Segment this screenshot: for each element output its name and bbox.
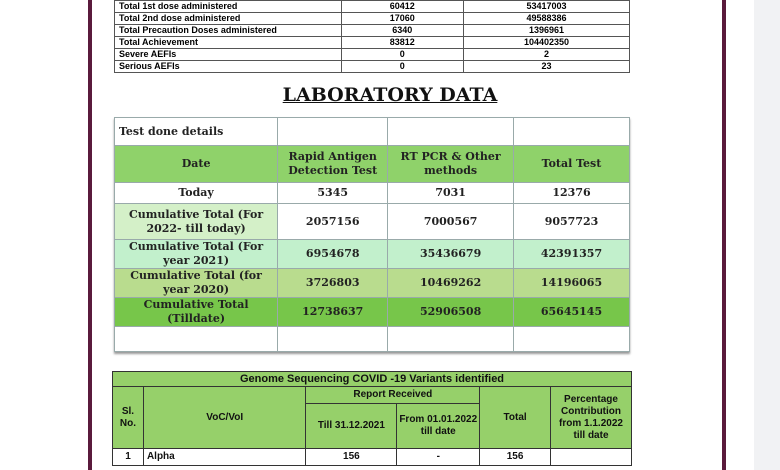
total-value: 42391357 bbox=[514, 240, 630, 269]
left-gutter bbox=[0, 0, 88, 470]
table-row bbox=[115, 49, 630, 61]
lab-data-table bbox=[114, 117, 630, 352]
genome-title: Genome Sequencing COVID -19 Variants identified bbox=[113, 372, 632, 387]
table-row bbox=[115, 204, 630, 240]
cumulative-value: 49588386 bbox=[464, 13, 630, 25]
rapid-value: 12738637 bbox=[278, 298, 388, 327]
header-sl-no: Sl. No. bbox=[113, 387, 144, 449]
row-label: Total Precaution Doses administered bbox=[115, 25, 342, 37]
empty-cell bbox=[115, 327, 278, 352]
row-label: Severe AEFIs bbox=[115, 49, 342, 61]
empty-cell bbox=[388, 118, 514, 146]
row-label: Cumulative Total (For 2022- till today) bbox=[115, 204, 278, 240]
header-date: Date bbox=[115, 146, 278, 183]
till-value: 156 bbox=[306, 449, 397, 466]
rtpcr-value: 52906508 bbox=[388, 298, 514, 327]
table-row bbox=[115, 37, 630, 49]
table-row bbox=[115, 118, 630, 146]
total-value: 9057723 bbox=[514, 204, 630, 240]
rapid-value: 2057156 bbox=[278, 204, 388, 240]
rapid-value: 6954678 bbox=[278, 240, 388, 269]
header-total-test: Total Test bbox=[514, 146, 630, 183]
vaccination-table bbox=[114, 0, 630, 73]
today-value: 0 bbox=[341, 49, 464, 61]
table-row bbox=[115, 1, 630, 13]
today-value: 83812 bbox=[341, 37, 464, 49]
row-label: Serious AEFIs bbox=[115, 61, 342, 73]
table-row bbox=[113, 449, 632, 466]
table-row bbox=[115, 298, 630, 327]
genome-sequencing-table bbox=[112, 371, 632, 466]
header-total: Total bbox=[480, 387, 551, 449]
table-row bbox=[115, 13, 630, 25]
row-label: Cumulative Total (for year 2020) bbox=[115, 269, 278, 298]
header-rtpcr: RT PCR & Other methods bbox=[388, 146, 514, 183]
right-margin bbox=[726, 0, 754, 470]
table-row bbox=[115, 25, 630, 37]
cumulative-value: 53417003 bbox=[464, 1, 630, 13]
rtpcr-value: 35436679 bbox=[388, 240, 514, 269]
empty-cell bbox=[388, 327, 514, 352]
table-row bbox=[115, 269, 630, 298]
lab-heading-text: LABORATORY DATA bbox=[282, 84, 498, 106]
table-row bbox=[115, 240, 630, 269]
sl-value: 1 bbox=[113, 449, 144, 466]
details-label: Test done details bbox=[115, 118, 278, 146]
lab-section-heading bbox=[0, 84, 780, 106]
header-report-received: Report Received bbox=[306, 387, 480, 404]
row-label: Total 2nd dose administered bbox=[115, 13, 342, 25]
row-label: Cumulative Total (For year 2021) bbox=[115, 240, 278, 269]
today-value: 6340 bbox=[341, 25, 464, 37]
header-percentage: Percentage Contribution from 1.1.2022 till date bbox=[551, 387, 632, 449]
cumulative-value: 1396961 bbox=[464, 25, 630, 37]
rtpcr-value: 7031 bbox=[388, 183, 514, 204]
header-voc-voi: VoC/VoI bbox=[143, 387, 306, 449]
table-title-row bbox=[113, 372, 632, 387]
row-label: Today bbox=[115, 183, 278, 204]
row-label: Total Achievement bbox=[115, 37, 342, 49]
row-label: Total 1st dose administered bbox=[115, 1, 342, 13]
percentage-value bbox=[551, 449, 632, 466]
cumulative-value: 2 bbox=[464, 49, 630, 61]
table-row bbox=[115, 183, 630, 204]
table-row bbox=[115, 61, 630, 73]
empty-cell bbox=[278, 118, 388, 146]
today-value: 0 bbox=[341, 61, 464, 73]
empty-cell bbox=[514, 327, 630, 352]
row-label: Cumulative Total (Tilldate) bbox=[115, 298, 278, 327]
today-value: 60412 bbox=[341, 1, 464, 13]
table-row bbox=[115, 327, 630, 352]
empty-cell bbox=[514, 118, 630, 146]
from-value: - bbox=[397, 449, 480, 466]
total-value: 65645145 bbox=[514, 298, 630, 327]
empty-cell bbox=[278, 327, 388, 352]
rtpcr-value: 10469262 bbox=[388, 269, 514, 298]
header-row bbox=[113, 387, 632, 404]
scrollbar-track[interactable] bbox=[754, 0, 780, 470]
total-value: 12376 bbox=[514, 183, 630, 204]
total-value: 156 bbox=[480, 449, 551, 466]
today-value: 17060 bbox=[341, 13, 464, 25]
rapid-value: 3726803 bbox=[278, 269, 388, 298]
header-from-date: From 01.01.2022 till date bbox=[397, 404, 480, 449]
header-rapid-antigen: Rapid Antigen Detection Test bbox=[278, 146, 388, 183]
total-value: 14196065 bbox=[514, 269, 630, 298]
rtpcr-value: 7000567 bbox=[388, 204, 514, 240]
variant-name: Alpha bbox=[143, 449, 306, 466]
header-till-date: Till 31.12.2021 bbox=[306, 404, 397, 449]
header-row bbox=[115, 146, 630, 183]
cumulative-value: 104402350 bbox=[464, 37, 630, 49]
cumulative-value: 23 bbox=[464, 61, 630, 73]
rapid-value: 5345 bbox=[278, 183, 388, 204]
